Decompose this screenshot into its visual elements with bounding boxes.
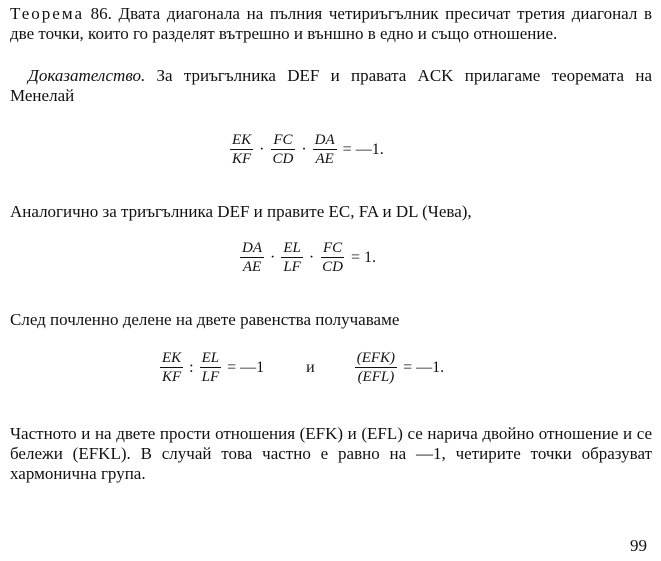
fraction-ek-kf: $\frac{EK}{KF}$: [232, 132, 252, 167]
proof-text: За триъгълника DEF и правата ACK прилагаме теоремата на Менелай: [10, 66, 652, 105]
fraction-ek-kf: $\frac{EK}{KF}$: [162, 350, 182, 385]
analogy-paragraph: Аналогично за триъгълника DEF и правите EC, FA и DL (Чева),: [10, 202, 472, 221]
theorem-paragraph: [10, 4, 652, 44]
division-paragraph: След почленно делене на двете равенства получаваме: [10, 310, 400, 329]
proof-label: Доказателство.: [28, 66, 146, 85]
proof-paragraph: [10, 66, 652, 106]
theorem-label: Теорема: [10, 4, 85, 23]
fraction-fc-cd: $\frac{FC}{CD}$: [272, 132, 294, 167]
theorem-text: Двата диагонала на пълния четириъгълник пресичат третия диагонал в две точки, които го разделят вътрешно и външно в едно и също отношение.: [10, 4, 653, 43]
fraction-el-lf: $\frac{EL}{LF}$: [283, 240, 301, 275]
fraction-da-ae: $\frac{DA}{AE}$: [314, 132, 335, 167]
page-number: 99: [630, 536, 647, 555]
ceva-equation: $\frac{DA}{AE}$ · $\frac{EL}{LF}$ · $\frac{FC}{CD}$ = 1.: [242, 240, 377, 275]
fraction-el-lf: $\frac{EL}{LF}$: [201, 350, 220, 385]
fraction-efk-efl: $\frac{\text{(EFK)}}{\text{(EFL)}}$: [356, 350, 396, 385]
menelaus-equation: $\frac{EK}{KF}$ · $\frac{FC}{CD}$ · $\frac{DA}{AE}$ = —1.: [232, 132, 384, 167]
equation-rhs: = —1.: [342, 140, 384, 158]
cross-ratio-equation: $\frac{EK}{KF}$ : $\frac{EL}{LF}$ = —1 и $\frac{\text{(EFK)}}{\text{(EFL)}}$ = —1.: [162, 350, 445, 385]
fraction-da-ae: $\frac{DA}{AE}$: [242, 240, 262, 275]
conjunction: и: [306, 358, 315, 376]
conclusion-paragraph: Частното и на двете прости отношения (EFK) и (EFL) се нарича двойно отношение и се бележи (EFKL). В случай това частно е равно на —1, четирите точки образуват хармонична група.: [10, 424, 652, 483]
fraction-fc-cd: $\frac{FC}{CD}$: [322, 240, 344, 275]
theorem-number: 86.: [84, 4, 112, 23]
equation-rhs: = 1.: [351, 248, 377, 266]
equation-rhs: = —1.: [403, 358, 445, 376]
